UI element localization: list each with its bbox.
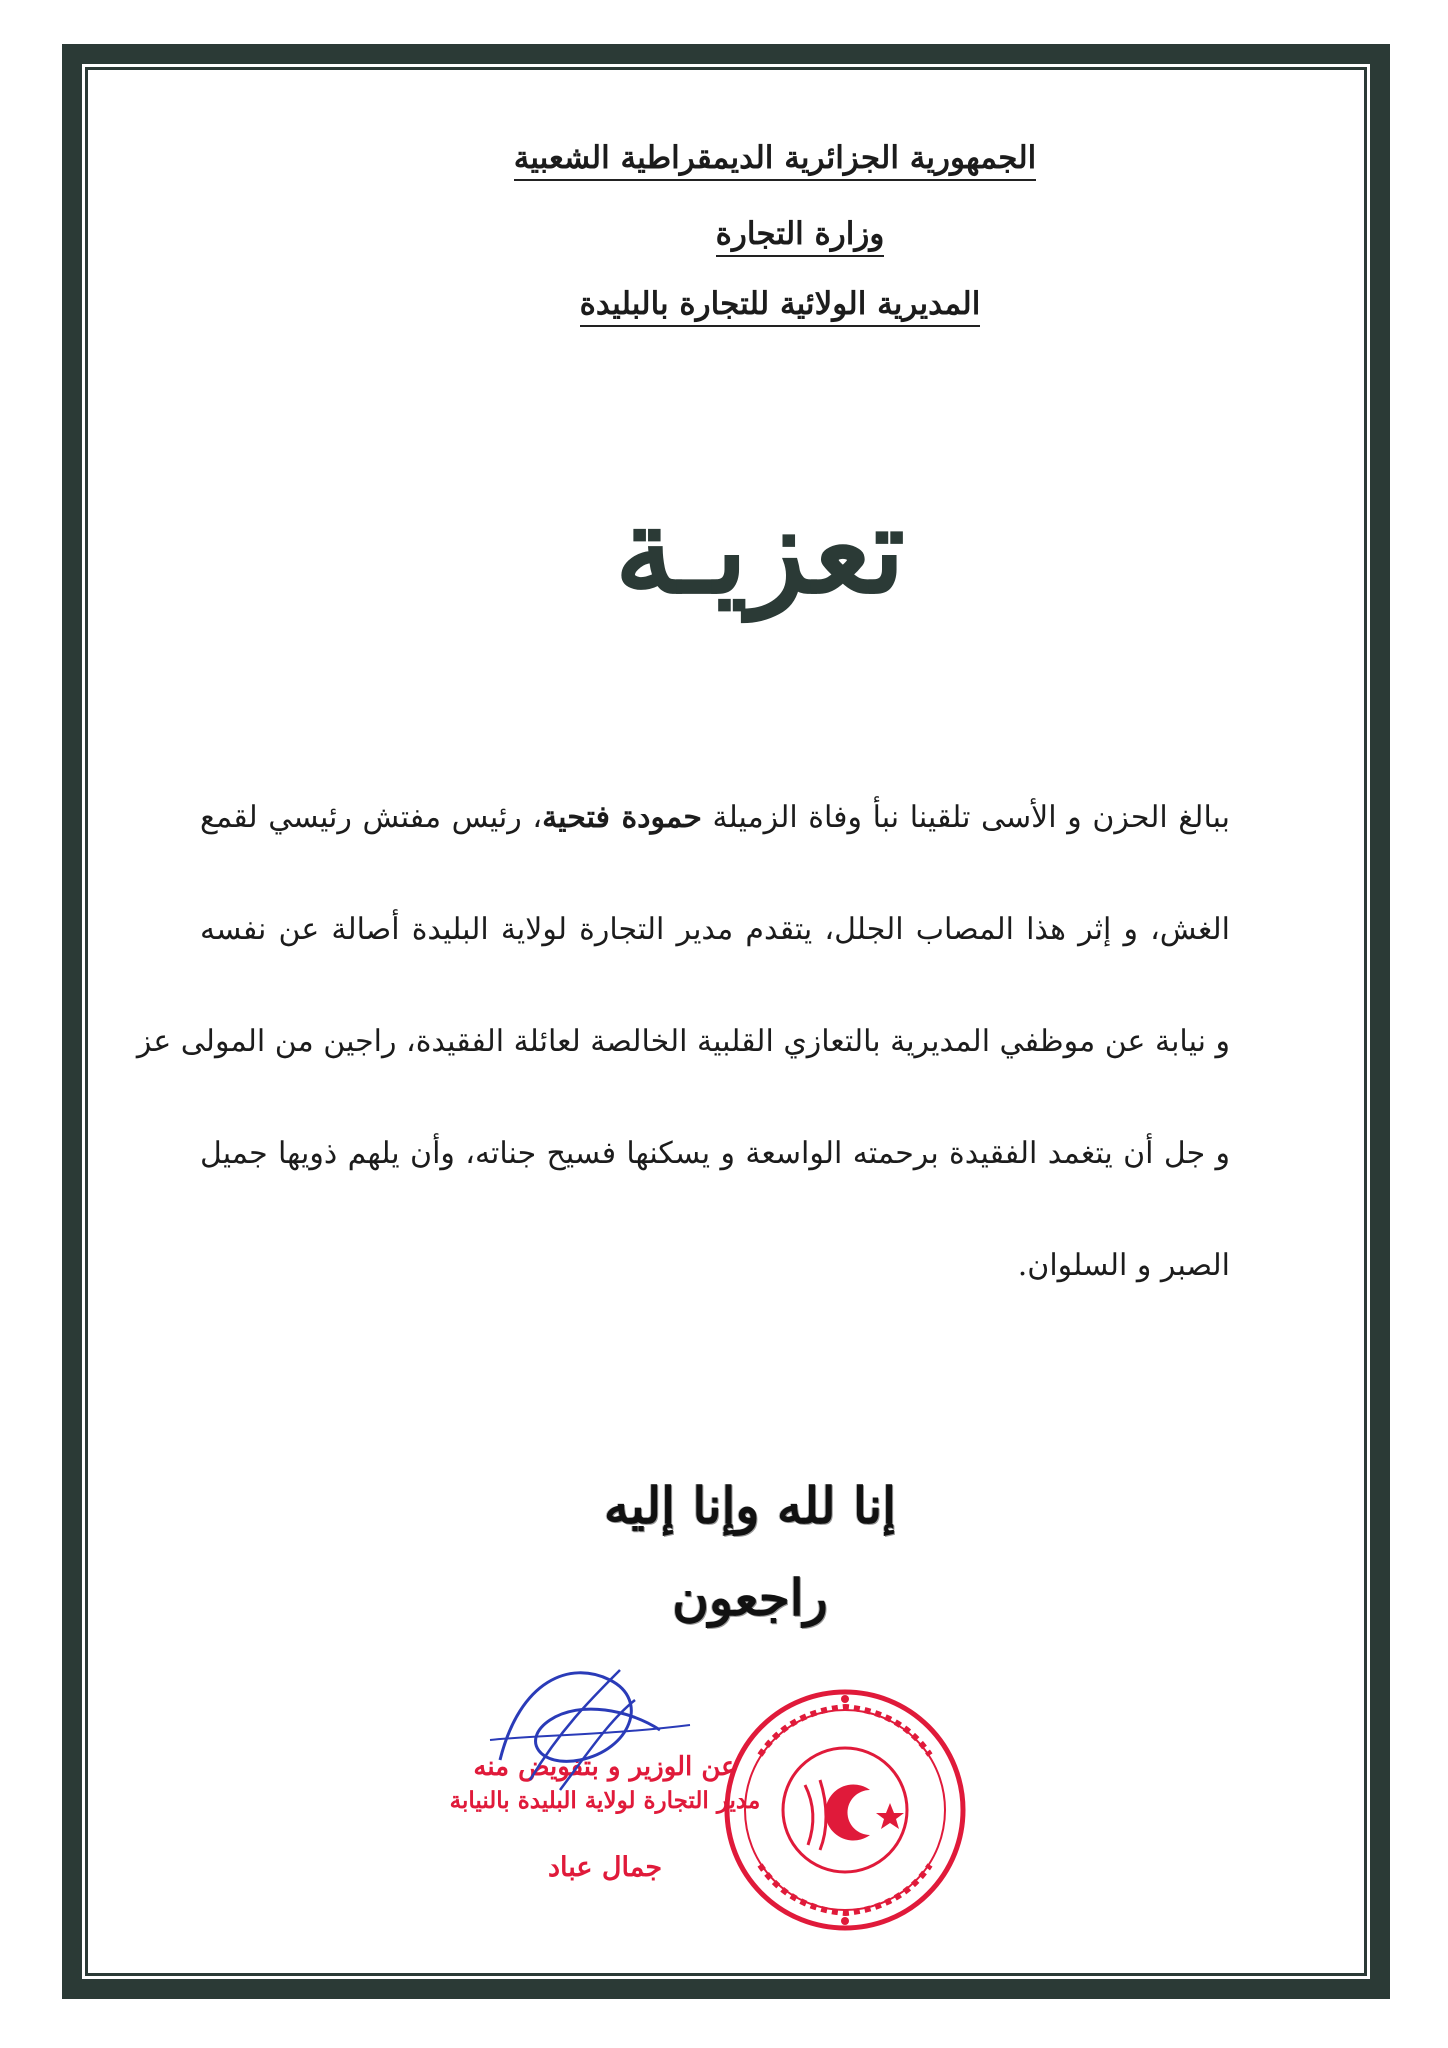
body-line-3: و نيابة عن موظفي المديرية بالتعازي القلبية الخالصة لعائلة الفقيدة، راجين من المولى عز	[136, 1024, 1230, 1059]
document-title: تعزيـة	[614, 480, 906, 621]
handwritten-signature	[460, 1640, 710, 1810]
condolence-document	[100, 90, 1350, 1960]
deceased-name: حمودة فتحية	[542, 800, 702, 835]
quran-verse: إنا لله وإنا إليه راجعون	[603, 1476, 897, 1627]
body-line-4: و جل أن يتغمد الفقيدة برحمته الواسعة و يسكنها فسيح جناته، وأن يلهم ذويها جميل	[200, 1136, 1230, 1171]
signatory-name: جمال عباد	[547, 1852, 663, 1883]
header-ministry-text: وزارة التجارة	[716, 216, 885, 257]
body-line-1	[200, 762, 1230, 874]
header-directorate	[520, 286, 1040, 327]
signature-title: مدير التجارة لولاية البليدة بالنيابة	[449, 1787, 761, 1814]
official-seal-icon	[720, 1685, 970, 1935]
header-republic	[480, 140, 1070, 181]
header-republic-text: الجمهورية الجزائرية الديمقراطية الشعبية	[514, 140, 1037, 181]
body-line-1-end: ، رئيس مفتش رئيسي لقمع	[200, 800, 543, 835]
header-ministry	[650, 216, 950, 257]
signature-authority: عن الوزير و بتفويض منه	[473, 1752, 737, 1782]
body-paragraph	[136, 762, 1230, 1322]
body-line-5: الصبر و السلوان.	[1017, 1248, 1230, 1283]
body-line-2: الغش، و إثر هذا المصاب الجلل، يتقدم مدير التجارة لولاية البليدة أصالة عن نفسه	[200, 912, 1230, 947]
body-line-1-start: ببالغ الحزن و الأسى تلقينا نبأ وفاة الزميلة	[701, 800, 1230, 835]
header-directorate-text: المديرية الولائية للتجارة بالبليدة	[580, 286, 981, 327]
